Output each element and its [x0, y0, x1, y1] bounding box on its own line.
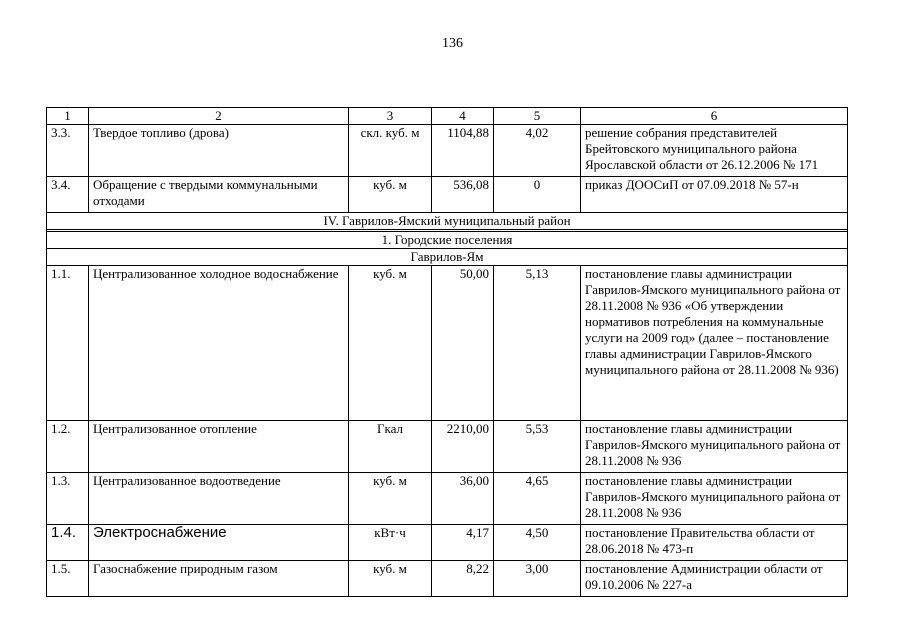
- row-value-4: 4,17: [432, 525, 494, 561]
- row-unit: куб. м: [349, 561, 432, 597]
- tariff-table: [46, 107, 848, 597]
- row-service: Обращение с твердыми коммунальными отходами: [89, 177, 349, 213]
- section-heading-row: [47, 213, 848, 230]
- header-row: [47, 108, 848, 125]
- subsection-heading: 1. Городские поселения: [47, 232, 848, 249]
- table-row: [47, 266, 848, 421]
- row-unit: куб. м: [349, 473, 432, 525]
- row-unit: Гкал: [349, 421, 432, 473]
- table-row: [47, 177, 848, 213]
- row-value-4: 1104,88: [432, 125, 494, 177]
- row-service: Газоснабжение природным газом: [89, 561, 349, 597]
- row-value-5: 5,13: [494, 266, 581, 421]
- row-service: Централизованное водоотведение: [89, 473, 349, 525]
- header-cell: 2: [89, 108, 349, 125]
- row-number: 1.5.: [47, 561, 89, 597]
- table-row: [47, 561, 848, 597]
- row-service: Электроснабжение: [89, 525, 349, 561]
- row-value-4: 8,22: [432, 561, 494, 597]
- table-row: [47, 525, 848, 561]
- row-value-5: 4,65: [494, 473, 581, 525]
- row-value-4: 50,00: [432, 266, 494, 421]
- header-cell: 5: [494, 108, 581, 125]
- header-cell: 3: [349, 108, 432, 125]
- row-value-4: 2210,00: [432, 421, 494, 473]
- row-service: Централизованное холодное водоснабжение: [89, 266, 349, 421]
- row-value-4: 536,08: [432, 177, 494, 213]
- row-unit: куб. м: [349, 266, 432, 421]
- row-number: 1.2.: [47, 421, 89, 473]
- row-value-5: 5,53: [494, 421, 581, 473]
- row-document: постановление главы администрации Гаврилов-Ямского муниципального района от 28.11.2008 № 936: [581, 473, 848, 525]
- table-row: [47, 473, 848, 525]
- header-cell: 1: [47, 108, 89, 125]
- row-value-5: 4,02: [494, 125, 581, 177]
- row-number: 3.3.: [47, 125, 89, 177]
- page-number: 136: [442, 36, 463, 51]
- locality-heading-row: [47, 249, 848, 266]
- row-service: Твердое топливо (дрова): [89, 125, 349, 177]
- row-service: Централизованное отопление: [89, 421, 349, 473]
- table-row: [47, 421, 848, 473]
- row-value-5: 4,50: [494, 525, 581, 561]
- row-number: 1.4.: [47, 525, 89, 561]
- header-cell: 6: [581, 108, 848, 125]
- row-document: постановление главы администрации Гаврилов-Ямского муниципального района от 28.11.2008 № 936 «Об утверждении нормативов потребления на коммунальные услуги на 2009 год» (далее – постановление главы администрации Гаврилов-Ямского муниципального района от 28.11.2008 № 936): [581, 266, 848, 421]
- subsection-heading-row: [47, 232, 848, 249]
- row-document: приказ ДООСиП от 07.09.2018 № 57-н: [581, 177, 848, 213]
- row-number: 1.1.: [47, 266, 89, 421]
- row-value-5: 0: [494, 177, 581, 213]
- row-unit: скл. куб. м: [349, 125, 432, 177]
- locality-heading: Гаврилов-Ям: [47, 249, 848, 266]
- row-document: постановление главы администрации Гаврилов-Ямского муниципального района от 28.11.2008 № 936: [581, 421, 848, 473]
- header-cell: 4: [432, 108, 494, 125]
- section-heading: IV. Гаврилов-Ямский муниципальный район: [47, 213, 848, 230]
- row-document: решение собрания представителей Брейтовского муниципального района Ярославской области от 26.12.2006 № 171: [581, 125, 848, 177]
- row-document: постановление Правительства области от 28.06.2018 № 473-п: [581, 525, 848, 561]
- row-number: 3.4.: [47, 177, 89, 213]
- row-unit: кВт·ч: [349, 525, 432, 561]
- table-row: [47, 125, 848, 177]
- row-value-4: 36,00: [432, 473, 494, 525]
- row-document: постановление Администрации области от 09.10.2006 № 227-а: [581, 561, 848, 597]
- row-unit: куб. м: [349, 177, 432, 213]
- row-value-5: 3,00: [494, 561, 581, 597]
- row-number: 1.3.: [47, 473, 89, 525]
